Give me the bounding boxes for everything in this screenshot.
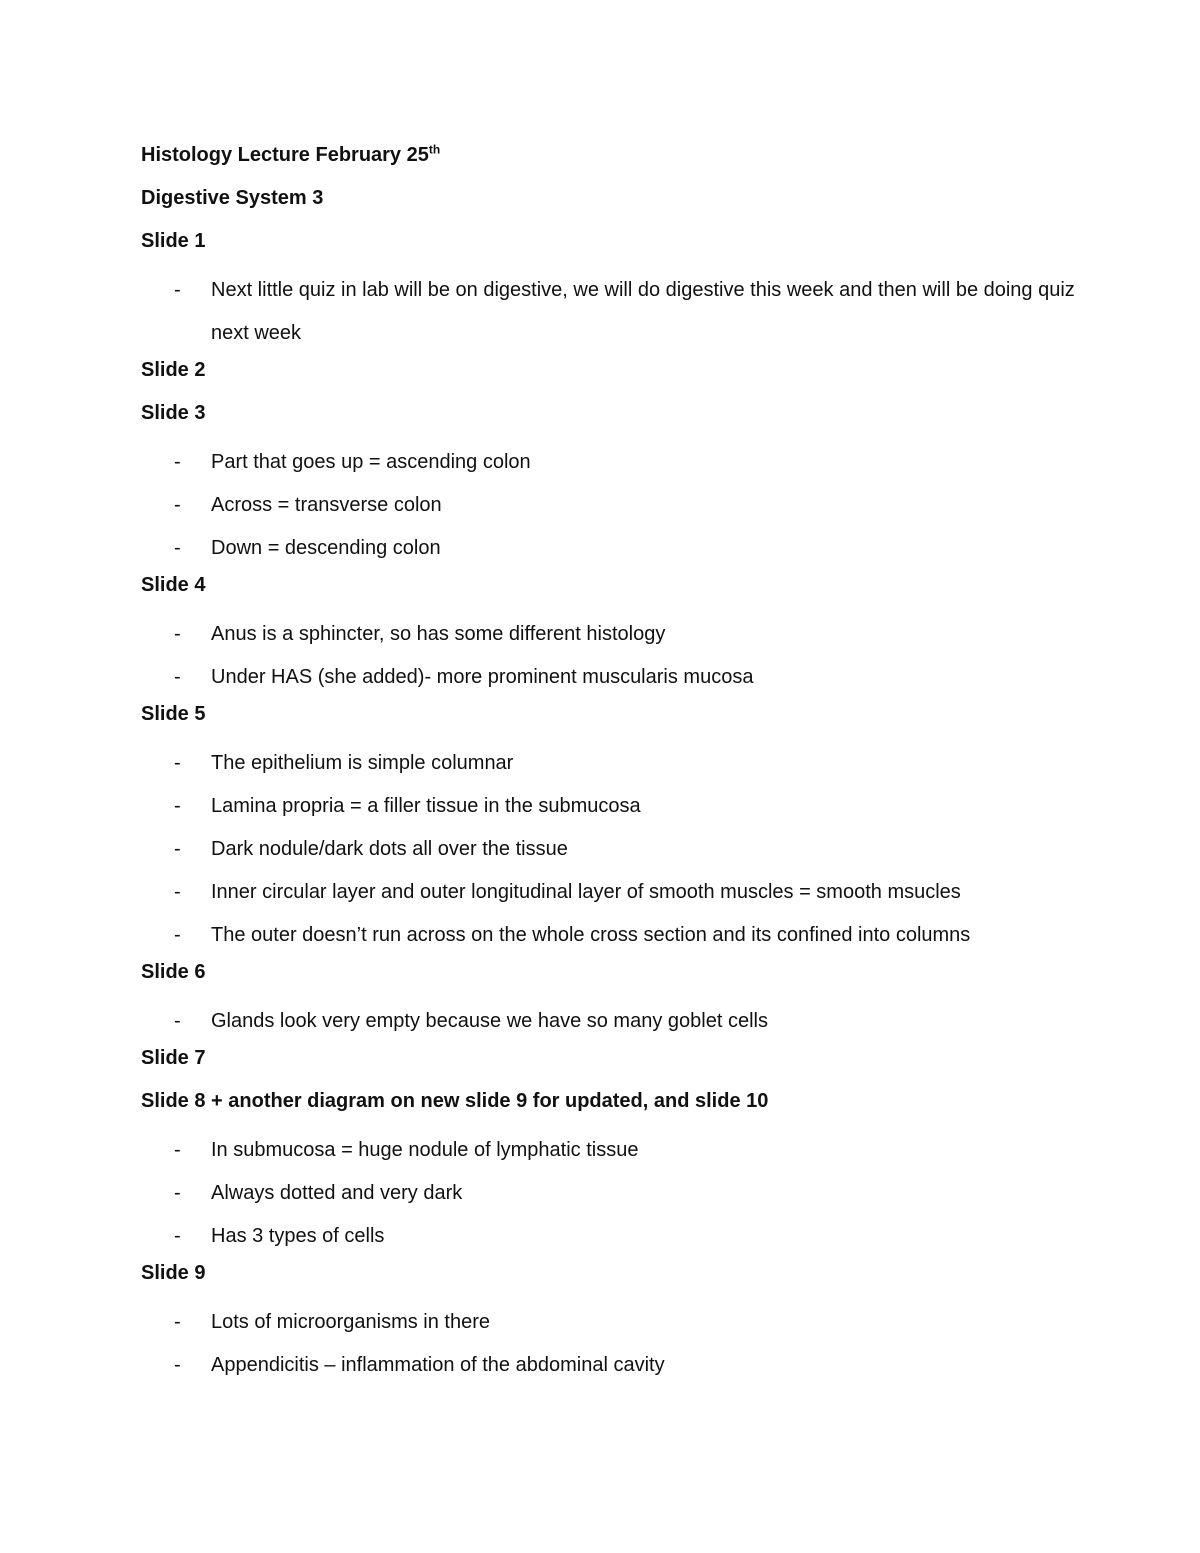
list-item-text: Part that goes up = ascending colon (211, 451, 531, 473)
section-heading: Slide 7 (141, 1047, 206, 1069)
list-item-text: Under HAS (she added)- more prominent muscularis mucosa (211, 666, 754, 688)
list-item (141, 742, 1101, 785)
list-item (141, 269, 1101, 355)
bullet-list (141, 1000, 1101, 1043)
document-body (141, 140, 1101, 1387)
bullet-list (141, 742, 1101, 957)
section-heading: Slide 4 (141, 574, 206, 596)
list-item-text: Across = transverse colon (211, 494, 442, 516)
list-item-text: The outer doesn’t run across on the whole cross section and its confined into columns (211, 924, 971, 946)
bullet-dash: - (174, 1010, 181, 1032)
list-item-text: Lamina propria = a filler tissue in the submucosa (211, 795, 641, 817)
list-item-text: Dark nodule/dark dots all over the tissue (211, 838, 568, 860)
list-item (141, 828, 1101, 871)
bullet-dash: - (174, 1311, 181, 1333)
list-item (141, 1172, 1101, 1215)
list-item (141, 1215, 1101, 1258)
list-item-text: Lots of microorganisms in there (211, 1311, 491, 1333)
list-item (141, 914, 1101, 957)
bullet-dash: - (174, 1354, 181, 1376)
bullet-dash: - (174, 494, 181, 516)
bullet-list (141, 1129, 1101, 1258)
list-item (141, 1344, 1101, 1387)
section-heading: Slide 6 (141, 961, 206, 983)
list-item (141, 484, 1101, 527)
list-item-text: Anus is a sphincter, so has some different histology (211, 623, 666, 645)
list-item-text: The epithelium is simple columnar (211, 752, 514, 774)
document-subtitle: Digestive System 3 (141, 187, 324, 209)
bullet-dash: - (174, 537, 181, 559)
bullet-dash: - (174, 451, 181, 473)
list-item (141, 613, 1101, 656)
list-item (141, 656, 1101, 699)
list-item (141, 527, 1101, 570)
list-item (141, 785, 1101, 828)
list-item (141, 1000, 1101, 1043)
list-item (141, 1129, 1101, 1172)
bullet-list (141, 613, 1101, 699)
section-heading: Slide 8 + another diagram on new slide 9 for updated, and slide 10 (141, 1090, 769, 1112)
section-heading: Slide 2 (141, 359, 206, 381)
list-item (141, 441, 1101, 484)
bullet-dash: - (174, 1225, 181, 1247)
bullet-dash: - (174, 666, 181, 688)
bullet-list (141, 1301, 1101, 1387)
bullet-list (141, 441, 1101, 570)
title-text: Histology Lecture February 25 (141, 144, 429, 166)
list-item-text: Next little quiz in lab will be on digestive, we will do digestive this week and then will be doing quiz next week (211, 279, 1075, 344)
list-item-text: Glands look very empty because we have so many goblet cells (211, 1010, 768, 1032)
bullet-dash: - (174, 881, 181, 903)
list-item-text: Inner circular layer and outer longitudinal layer of smooth muscles = smooth msucles (211, 881, 961, 903)
title-superscript: th (428, 142, 441, 157)
bullet-dash: - (174, 795, 181, 817)
bullet-dash: - (174, 924, 181, 946)
list-item-text: Has 3 types of cells (211, 1225, 385, 1247)
list-item (141, 1301, 1101, 1344)
bullet-dash: - (174, 752, 181, 774)
bullet-dash: - (174, 1182, 181, 1204)
list-item (141, 871, 1101, 914)
section-heading: Slide 9 (141, 1262, 206, 1284)
document-title (141, 140, 1101, 183)
bullet-dash: - (174, 623, 181, 645)
bullet-dash: - (174, 279, 181, 301)
section-heading: Slide 1 (141, 230, 206, 252)
list-item-text: Appendicitis – inflammation of the abdominal cavity (211, 1354, 665, 1376)
list-item-text: Always dotted and very dark (211, 1182, 463, 1204)
sections-container (141, 226, 1101, 1387)
section-heading: Slide 3 (141, 402, 206, 424)
section-heading: Slide 5 (141, 703, 206, 725)
list-item-text: Down = descending colon (211, 537, 441, 559)
bullet-dash: - (174, 838, 181, 860)
list-item-text: In submucosa = huge nodule of lymphatic tissue (211, 1139, 639, 1161)
bullet-list (141, 269, 1101, 355)
bullet-dash: - (174, 1139, 181, 1161)
